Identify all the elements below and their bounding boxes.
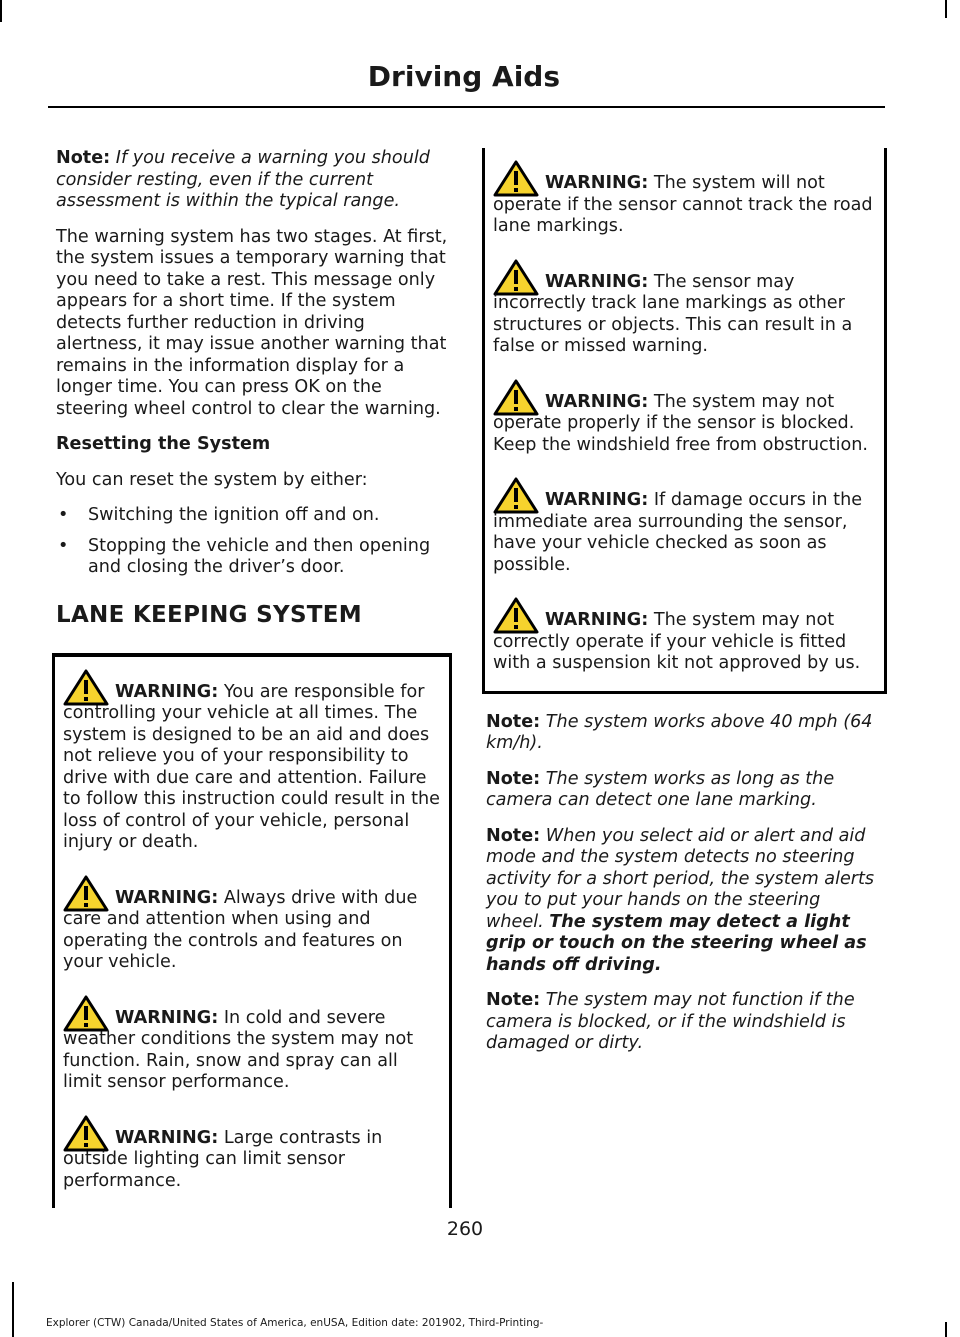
- crop-mark-top-left: [0, 0, 2, 22]
- warning-item: WARNING: Large contrasts in outside lighting can limit sensor performance.: [63, 1115, 441, 1193]
- note-hands-off: Note: When you select aid or alert and aid mode and the system detects no steering activity for a short period, the system alerts you to put your hands on the steering wheel. The system may detect a light grip or touch on the steering wheel as hands off driving.: [486, 825, 875, 975]
- reset-intro: You can reset the system by either:: [56, 469, 368, 490]
- page-number: 260: [446, 1218, 484, 1240]
- warning-triangle-icon: [63, 1115, 109, 1153]
- page-title: Driving Aids: [367, 60, 560, 93]
- section-title: LANE KEEPING SYSTEM: [56, 601, 362, 628]
- warning-box-left: [52, 653, 452, 1209]
- warning-item: WARNING: The system may not operate properly if the sensor is blocked. Keep the windshield free from obstruction.: [493, 379, 876, 457]
- warning-item: WARNING: You are responsible for controlling your vehicle at all times. The system is designed to be an aid and does not relieve you of your responsibility to drive with due care and attention. Failure to follow this instruction could result in the loss of control of your vehicle, personal injury or death.: [63, 669, 441, 854]
- left-column: [56, 148, 448, 1208]
- warning-triangle-icon: [493, 160, 539, 198]
- crop-mark-bottom-right: [945, 1322, 947, 1337]
- list-item: • Stopping the vehicle and then opening and closing the driver’s door.: [58, 535, 431, 577]
- title-divider: [48, 106, 885, 108]
- warning-triangle-icon: [63, 875, 109, 913]
- warning-box-right: [482, 148, 887, 694]
- reset-list: [56, 505, 448, 579]
- warning-triangle-icon: [493, 597, 539, 635]
- crop-mark-top-right: [945, 0, 947, 18]
- warning-item: WARNING: The sensor may incorrectly track lane markings as other structures or objects. This can result in a false or missed warning.: [493, 259, 876, 358]
- warning-triangle-icon: [63, 995, 109, 1033]
- crop-mark-bottom-left: [12, 1282, 14, 1337]
- note-resting: Note: If you receive a warning you should consider resting, even if the current assessment is within the typical range.: [56, 148, 430, 211]
- resetting-heading: Resetting the System: [56, 434, 271, 454]
- warning-triangle-icon: [63, 669, 109, 707]
- list-item: • Switching the ignition off and on.: [58, 505, 380, 525]
- warning-triangle-icon: [493, 259, 539, 297]
- warning-item: WARNING: The system will not operate if the sensor cannot track the road lane markings.: [493, 160, 876, 238]
- note-lane-marking: Note: The system works as long as the camera can detect one lane marking.: [486, 768, 835, 810]
- warning-item: WARNING: The system may not correctly operate if your vehicle is fitted with a suspension kit not approved by us.: [493, 597, 876, 675]
- note-speed: Note: The system works above 40 mph (64 km/h).: [486, 711, 873, 753]
- warning-triangle-icon: [493, 379, 539, 417]
- warning-item: WARNING: If damage occurs in the immediate area surrounding the sensor, have your vehicle checked as soon as possible.: [493, 477, 876, 576]
- warning-item: WARNING: Always drive with due care and attention when using and operating the controls and features on your vehicle.: [63, 875, 441, 974]
- right-column: [486, 148, 881, 1069]
- warning-item: WARNING: In cold and severe weather conditions the system may not function. Rain, snow and spray can all limit sensor performance.: [63, 995, 441, 1094]
- note-camera-blocked: Note: The system may not function if the camera is blocked, or if the windshield is damaged or dirty.: [486, 990, 855, 1053]
- footer-edition-info: Explorer (CTW) Canada/United States of America, enUSA, Edition date: 201902, Third-Printing-: [46, 1317, 544, 1329]
- warning-triangle-icon: [493, 477, 539, 515]
- warning-stages-paragraph: The warning system has two stages. At first, the system issues a temporary warning that you need to take a rest. This message only appears for a short time. If the system detects further reduction in driving alertness, it may issue another warning that remains in the information display for a longer time. You can press OK on the steering wheel control to clear the warning.: [56, 226, 448, 419]
